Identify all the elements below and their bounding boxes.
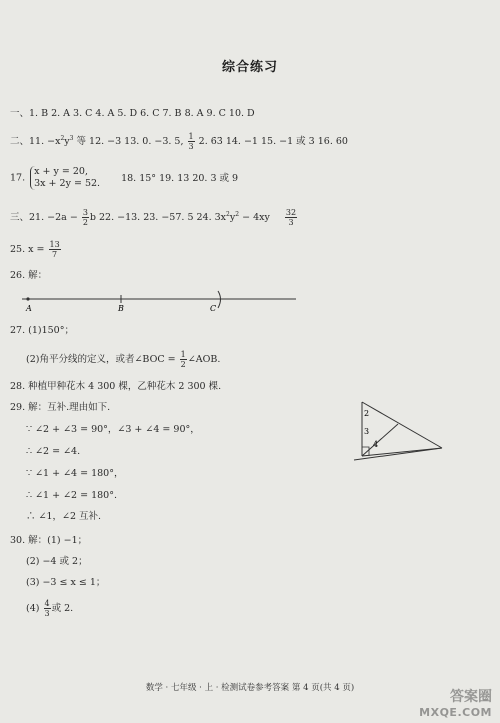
answer-line-3: 17. x + y = 20, 3x + 2y = 52. 18. 15° 19. 13 20. 3 或 9: [10, 166, 239, 189]
page-footer: 数学 · 七年级 · 上 · 检测试卷参考答案 第 4 页(共 4 页): [145, 683, 355, 693]
fraction-1-2: $\frac{1}{2}$: [180, 350, 186, 369]
answer-line-9: 28. 种植甲种花木 4 300 棵，乙种花木 2 300 棵.: [10, 381, 222, 392]
answer-line-6: 26. 解：: [10, 270, 48, 281]
answer-line-13: ∵ ∠1 + ∠4 = 180°，: [26, 468, 124, 479]
point-label-c: C: [210, 304, 217, 313]
answer-line-14: ∴ ∠1 + ∠2 = 180°.: [26, 490, 117, 501]
answer-line-16: 30. 解：(1) −1；: [10, 535, 88, 546]
watermark-logo: 答案圈 MXQE.COM: [419, 689, 492, 719]
answer-line-15: ∴ ∠1，∠2 互补.: [26, 511, 102, 522]
answer-line-4: 三、21. −2a − $\frac{3}{2}$ b 22. −13. 23. −57. 5 24. $3x^2y^2 - 4xy$ $\frac{32}{3}$: [10, 208, 297, 227]
answer-line-7: 27. (1)150°；: [10, 325, 74, 336]
angle-label-3: 3: [364, 427, 370, 436]
answer-line-2: 二、11. $-x^2y^3$ 等 12. −3 13. 0. −3. 5, $\frac{1}{3}$ 2. 6̇3̇ 14. −1 15. −1 或 3 16. 60: [10, 132, 348, 151]
answer-line-10: 29. 解：互补.理由如下.: [10, 402, 111, 413]
answer-line-18: (3) −3 ≤ x ≤ 1；: [26, 577, 106, 588]
answer-line-12: ∴ ∠2 = ∠4.: [26, 446, 81, 457]
fraction-1-3: $\frac{1}{3}$: [188, 132, 194, 151]
answer-line-5: 25. x = $\frac{13}{7}$: [10, 240, 60, 259]
answer-line-1: 一、1. B 2. A 3. C 4. A 5. D 6. C 7. B 8. A 9. C 10. D: [10, 108, 255, 119]
fraction-3-2: $\frac{3}{2}$: [82, 208, 88, 227]
triangle-figure: [352, 400, 452, 465]
point-label-a: A: [26, 304, 32, 313]
answer-line-19: (4) $\frac{4}{3}$ 或 2.: [26, 599, 74, 618]
page-title: 综合练习: [221, 60, 278, 75]
fraction-13-7: $\frac{13}{7}$: [49, 240, 60, 259]
answer-line-8: (2)角平分线的定义，或者∠BOC = $\frac{1}{2}$ ∠AOB.: [26, 350, 221, 369]
angle-label-2: 2: [364, 409, 370, 418]
answer-line-17: (2) −4 或 2；: [26, 556, 88, 567]
equation-system: x + y = 20, 3x + 2y = 52.: [30, 166, 100, 190]
fraction-32-3: $\frac{32}{3}$: [285, 208, 297, 227]
answer-line-11: ∵ ∠2 + ∠3 = 90°，∠3 + ∠4 = 90°，: [26, 424, 200, 435]
point-label-b: B: [118, 304, 124, 313]
angle-label-4: 4: [373, 440, 379, 449]
line-figure: [20, 290, 300, 314]
fraction-4-3: $\frac{4}{3}$: [44, 599, 50, 618]
